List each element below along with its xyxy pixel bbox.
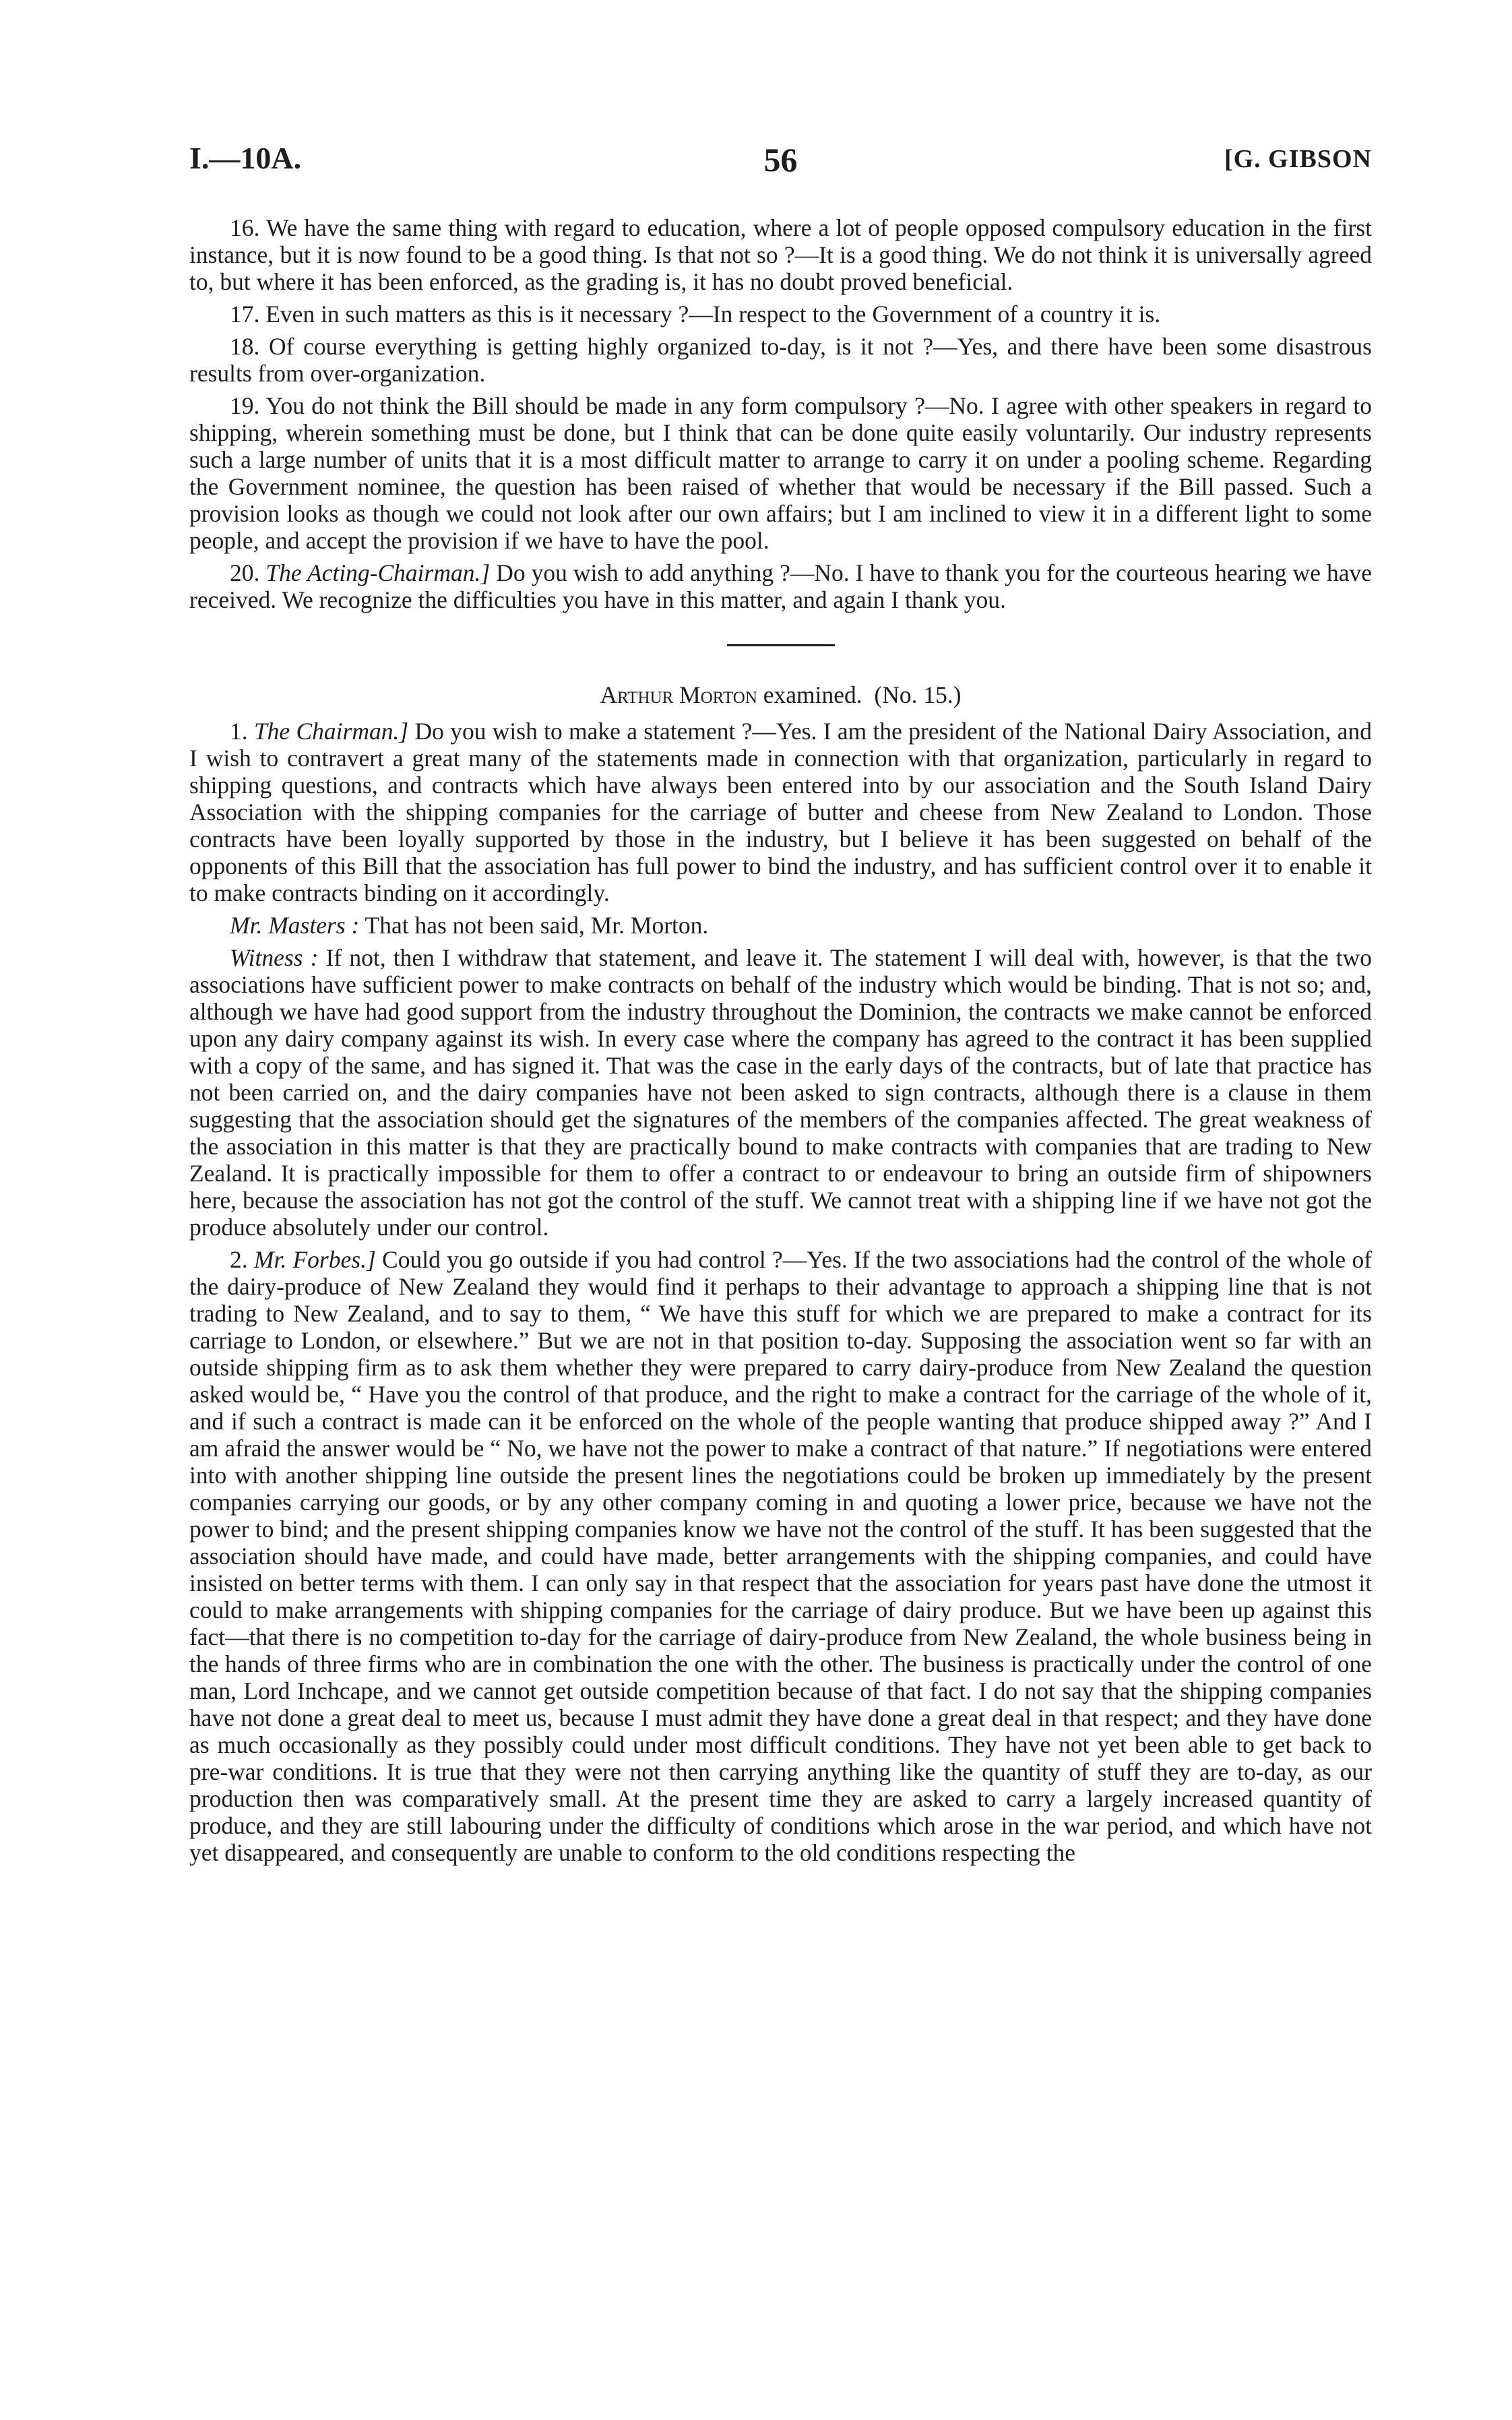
paragraph-text: Do you wish to add anything ?—No. I have to thank you for the courteous hearing we have received. We recognize the difficulties you have in this matter, and again I thank you. (189, 559, 1372, 613)
speaker-label: Mr. Forbes.] (253, 1246, 376, 1273)
section-divider (727, 644, 835, 646)
speaker-label: Mr. Masters : (230, 912, 360, 939)
evidence-paragraph (189, 333, 1372, 387)
witness-number: (No. 15.) (874, 681, 962, 708)
speaker-label: The Acting-Chairman.] (265, 559, 491, 586)
question-number: 2. (230, 1246, 248, 1273)
paragraph-text: You do not think the Bill should be made in any form compulsory ?—No. I agree with other speakers in regard to shipping, wherein something must be done, but I think that can be done quite easily voluntarily. Our industry represents such a large number of units that it is a most difficult matter to arrange to carry it on under a pooling scheme. Regarding the Government nominee, the question has been raised of whether that would be necessary if the Bill passed. Such a provision looks as though we could not look after our own affairs; but I am inclined to view it in a different light to some people, and accept the provision if we have to have the pool. (189, 392, 1372, 554)
evidence-paragraph (189, 1246, 1372, 1866)
question-number: 19. (230, 392, 260, 419)
question-number: 20. (230, 559, 260, 586)
question-number: 17. (230, 301, 260, 328)
evidence-paragraph (189, 559, 1372, 613)
witness-name: Arthur Morton (600, 681, 757, 708)
evidence-paragraph (189, 718, 1372, 906)
evidence-paragraph (189, 214, 1372, 295)
evidence-paragraph (189, 912, 1372, 939)
document-reference: I.—10A. (189, 141, 302, 175)
page-number: 56 (763, 141, 798, 179)
speaker-label: The Chairman.] (253, 718, 409, 745)
question-number: 1. (230, 718, 248, 745)
document-body (189, 214, 1372, 1871)
speaker-label: Witness : (230, 944, 319, 971)
evidence-paragraph (189, 301, 1372, 328)
question-number: 16. (230, 214, 260, 241)
question-number: 18. (230, 333, 260, 360)
paragraph-text: That has not been said, Mr. Morton. (365, 912, 709, 939)
paragraph-text: Even in such matters as this is it necessary ?—In respect to the Government of a country it is. (265, 301, 1161, 328)
paragraph-text: We have the same thing with regard to education, where a lot of people opposed compulsory education in the first instance, but it is now found to be a good thing. Is that not so ?—It is a good thing. We do not think it is universally agreed to, but where it has been enforced, as the grading is, it has no doubt proved beneficial. (189, 214, 1372, 295)
witness-running-head: [G. GIBSON (1224, 145, 1372, 173)
page-header (189, 140, 1372, 181)
examination-label: examined. (763, 681, 862, 708)
evidence-paragraph (189, 392, 1372, 554)
paragraph-text: If not, then I withdraw that statement, and leave it. The statement I will deal with, however, is that the two associations have sufficient power to make contracts on behalf of the industry which would be binding. That is not so; and, although we have had good support from the industry throughout the Dominion, the contracts we make cannot be enforced upon any dairy company against its wish. In every case where the company has agreed to the contract it has been supplied with a copy of the same, and has signed it. That was the case in the early days of the contracts, but of late that practice has not been carried on, and the dairy companies have not been asked to sign contracts, although there is a clause in them suggesting that the association should get the signatures of the members of the companies affected. The great weakness of the association in this matter is that they are practically bound to make contracts with companies that are trading to New Zealand. It is practically impossible for them to offer a contract to or endeavour to bring an outside firm of shipowners here, because the association has not got the control of the stuff. We cannot treat with a shipping line if we have not got the produce absolutely under our control. (189, 944, 1372, 1241)
evidence-paragraph (189, 944, 1372, 1241)
paragraph-text: Of course everything is getting highly organized to-day, is it not ?—Yes, and there have been some disastrous results from over-organization. (189, 333, 1373, 387)
paragraph-text: Do you wish to make a statement ?—Yes. I am the president of the National Dairy Association, and I wish to contravert a great many of the statements made in connection with that organization, particularly in regard to shipping questions, and contracts which have always been entered into by our association and the South Island Dairy Association with the shipping companies for the carriage of butter and cheese from New Zealand to London. Those contracts have been loyally supported by those in the industry, but I believe it has been suggested on behalf of the opponents of this Bill that the association has full power to bind the industry, and has sufficient control over it to enable it to make contracts binding on it accordingly. (189, 718, 1373, 906)
examination-heading (189, 681, 1372, 708)
paragraph-text: Could you go outside if you had control ?—Yes. If the two associations had the control of the whole of the dairy-produce of New Zealand they would find it perhaps to their advantage to approach a shipping line that is not trading to New Zealand, and to say to them, “ We have this stuff for which we are prepared to make a contract for its carriage to London, or elsewhere.” But we are not in that position to-day. Supposing the association went so far with an outside shipping firm as to ask them whether they were prepared to carry dairy-produce from New Zealand the question asked would be, “ Have you the control of that produce, and the right to make a contract for the carriage of the whole of it, and if such a contract is made can it be enforced on the whole of the people wanting that produce shipped away ?” And I am afraid the answer would be “ No, we have not the power to make a contract of that nature.” If negotiations were entered into with another shipping line outside the present lines the negotiations could be broken up immediately by the present companies carrying our goods, or by any other company coming in and quoting a lower price, because we have not the power to bind; and the present shipping companies know we have not the control of the stuff. It has been suggested that the association should have made, and could have made, better arrangements with the shipping companies, and could have insisted on better terms with them. I can only say in that respect that the association for years past have done the utmost it could to make arrangements with shipping companies for the carriage of dairy produce. But we have been up against this fact—that there is no competition to-day for the carriage of dairy-produce from New Zealand, the whole business being in the hands of three firms who are in combination the one with the other. The business is practically under the control of one man, Lord Inchcape, and we cannot get outside competition because of that fact. I do not say that the shipping companies have not done a great deal to meet us, because I must admit they have done a great deal in that respect; and they have done as much occasionally as they possibly could under most difficult conditions. They have not yet been able to get back to pre-war conditions. It is true that they were not then carrying anything like the quantity of stuff they are to-day, as our production then was comparatively small. At the present time they are asked to carry a largely increased quantity of produce, and they are still labouring under the difficulty of conditions which arose in the war period, and which have not yet disappeared, and consequently are unable to conform to the old conditions respecting the (189, 1246, 1373, 1866)
